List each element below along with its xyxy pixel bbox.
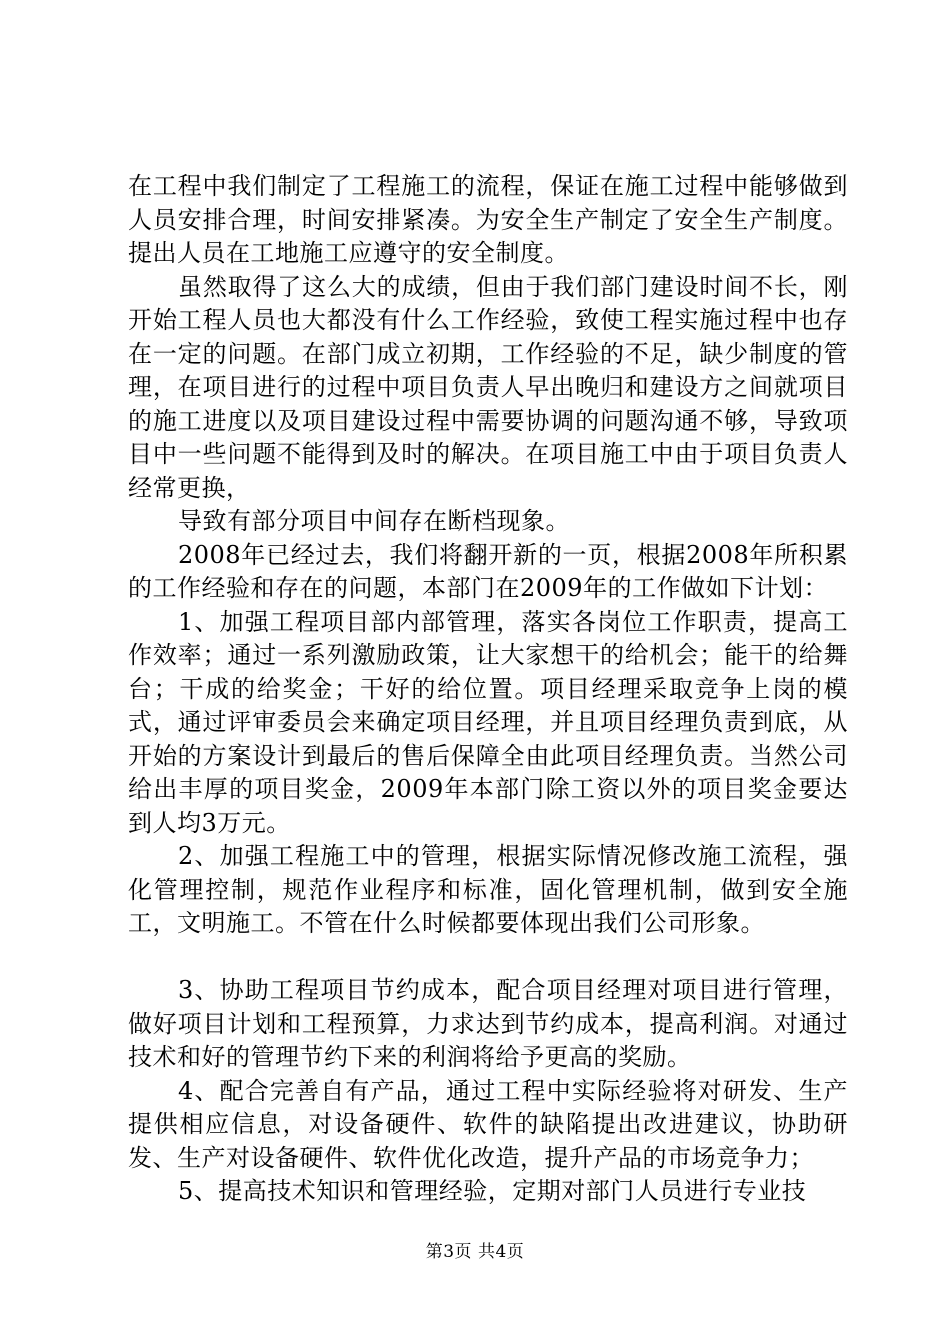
page-footer	[0, 1241, 950, 1263]
paragraph-1: 在工程中我们制定了工程施工的流程，保证在施工过程中能够做到人员安排合理，时间安排紧凑。为安全生产制定了安全生产制度。提出人员在工地施工应遵守的安全制度。	[128, 172, 848, 267]
paragraph-5: 1、加强工程项目部内部管理，落实各岗位工作职责，提高工作效率；通过一系列激励政策，让大家想干的给机会；能干的给舞台；干成的给奖金；干好的给位置。项目经理采取竞争上岗的模式，通过评审委员会来确定项目经理，并且项目经理负责到底，从开始的方案设计到最后的售后保障全由此项目经理负责。当然公司给出丰厚的项目奖金，2009年本部门除工资以外的项目奖金要达到人均3万元。	[128, 607, 848, 837]
paragraph-3: 导致有部分项目中间存在断档现象。	[178, 507, 570, 535]
document-body	[128, 170, 848, 1209]
paragraph-9: 5、提高技术知识和管理经验，定期对部门人员进行专业技	[178, 1177, 807, 1205]
paragraph-8: 4、配合完善自有产品，通过工程中实际经验将对研发、生产提供相应信息，对设备硬件、软件的缺陷提出改进建议，协助研发、生产对设备硬件、软件优化改造，提升产品的市场竞争力；	[128, 1076, 848, 1172]
paragraph-6: 2、加强工程施工中的管理，根据实际情况修改施工流程，强化管理控制，规范作业程序和标准，固化管理机制，做到安全施工，文明施工。不管在什么时候都要体现出我们公司形象。	[128, 842, 848, 937]
page-number-label: 第3页 共4页	[425, 1242, 525, 1262]
paragraph-4: 2008年已经过去，我们将翻开新的一页，根据2008年所积累的工作经验和存在的问题，本部门在2009年的工作做如下计划：	[128, 540, 848, 602]
blank-line	[128, 941, 848, 975]
paragraph-7: 3、协助工程项目节约成本，配合项目经理对项目进行管理，做好项目计划和工程预算，力求达到节约成本，提高利润。对通过技术和好的管理节约下来的利润将给予更高的奖励。	[128, 976, 848, 1071]
paragraph-2: 虽然取得了这么大的成绩，但由于我们部门建设时间不长，刚开始工程人员也大都没有什么工作经验，致使工程实施过程中也存在一定的问题。在部门成立初期，工作经验的不足，缺少制度的管理，在项目进行的过程中项目负责人早出晚归和建设方之间就项目的施工进度以及项目建设过程中需要协调的问题沟通不够，导致项目中一些问题不能得到及时的解决。在项目施工中由于项目负责人经常更换，	[128, 272, 848, 502]
